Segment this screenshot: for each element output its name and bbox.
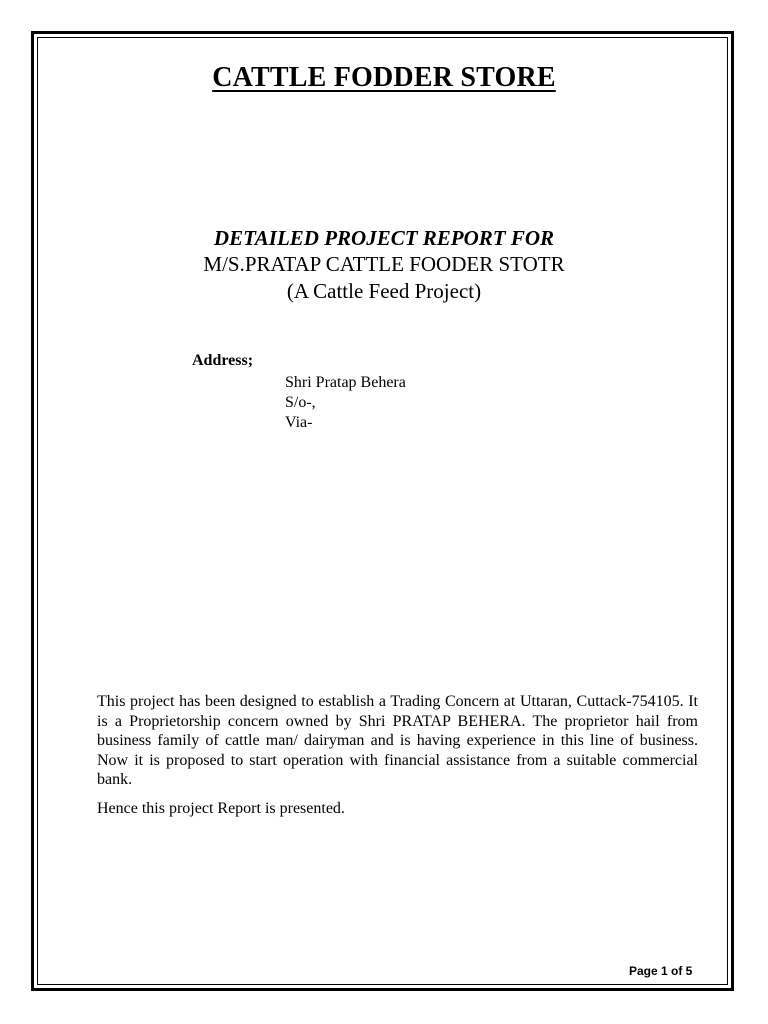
report-heading-firm-name: M/S.PRATAP CATTLE FOODER STOTR xyxy=(203,252,565,276)
address-block xyxy=(285,373,406,433)
page-number: Page 1 of 5 xyxy=(629,964,693,978)
address-label: Address; xyxy=(192,352,254,369)
document-title: CATTLE FODDER STORE xyxy=(212,62,556,93)
body-paragraph: This project has been designed to establish a Trading Concern at Uttaran, Cuttack-754105. It is a Proprietorship concern owned by Shri PRATAP BEHERA. The proprietor hail from business family of cattle man/ dairyman and is having experience in this line of business. Now it is proposed to start operation with financial assistance from a suitable commercial bank. xyxy=(97,693,698,788)
report-heading-line-1: DETAILED PROJECT REPORT FOR xyxy=(213,226,555,250)
page-border xyxy=(31,31,734,991)
report-heading xyxy=(0,225,768,305)
address-line: S/o-, xyxy=(285,394,316,411)
address-line: Via- xyxy=(285,414,313,431)
closing-line: Hence this project Report is presented. xyxy=(97,800,345,817)
address-line: Shri Pratap Behera xyxy=(285,374,406,391)
report-heading-subtitle: (A Cattle Feed Project) xyxy=(286,279,482,303)
